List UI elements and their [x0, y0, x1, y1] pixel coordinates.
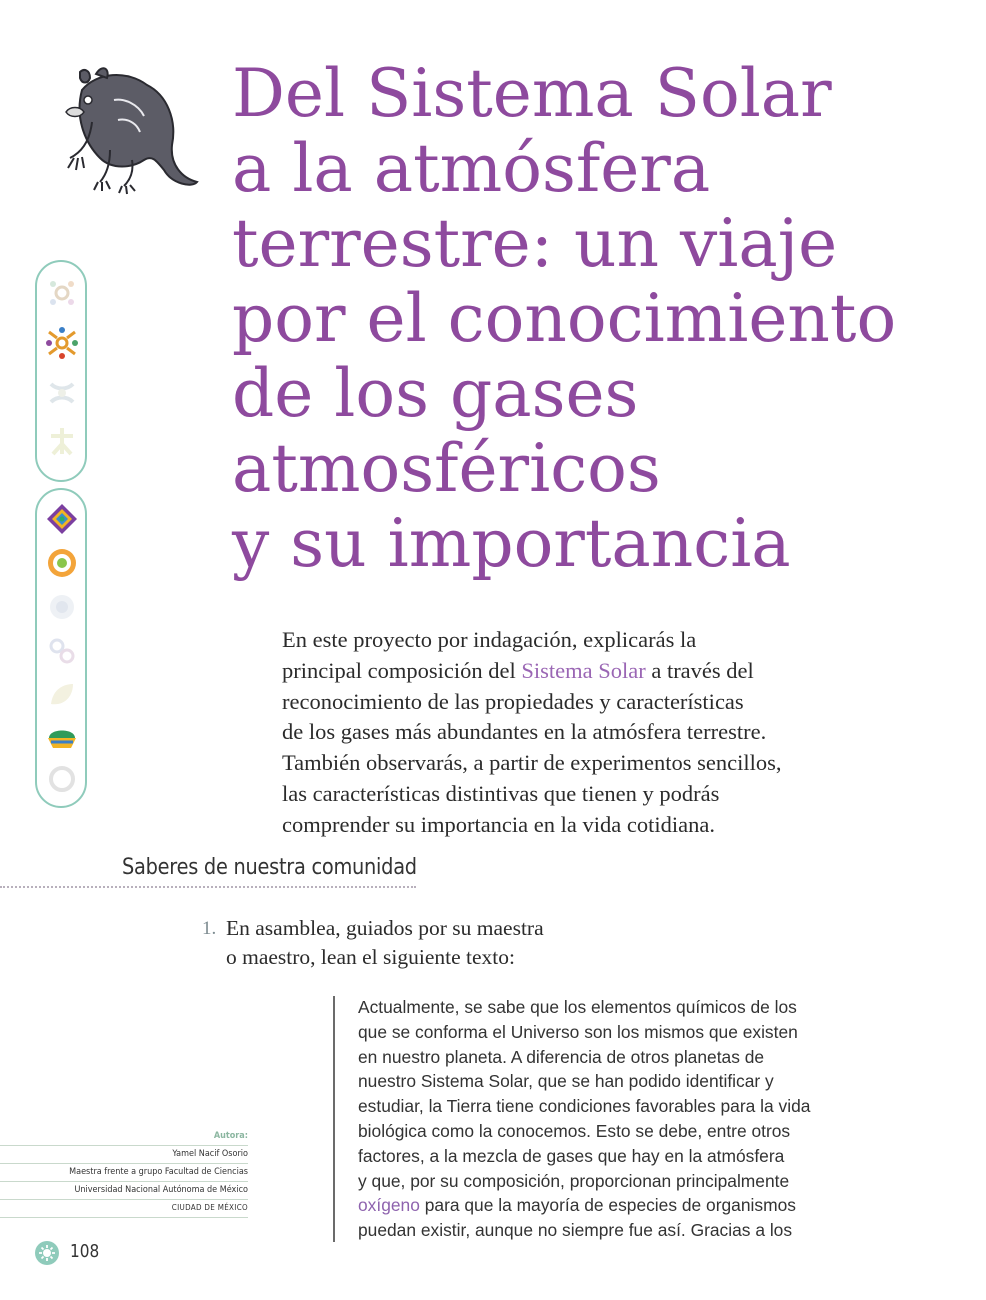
campos-formativos-sidebar — [35, 260, 87, 482]
faded-circle-icon — [45, 590, 79, 624]
faded-figure-icon — [45, 376, 79, 410]
reading-line: que se conforma el Universo son los mismos que existen — [358, 1021, 798, 1042]
intro-line: las características distintivas que tienen y podrás — [282, 780, 720, 806]
author-role: Maestra frente a grupo Facultad de Ciencias — [0, 1164, 248, 1182]
step-text — [226, 914, 626, 972]
title-line: de los gases — [232, 355, 639, 432]
reading-passage — [358, 995, 848, 1243]
step-number: 1. — [202, 918, 217, 939]
author-institution: Universidad Nacional Autónoma de México — [0, 1182, 248, 1200]
page-number: 108 — [70, 1241, 100, 1262]
step-line: En asamblea, guiados por su maestra — [226, 916, 544, 940]
faded-knot-icon — [45, 634, 79, 668]
reading-line: estudiar, la Tierra tiene condiciones favorables para la vida — [358, 1096, 811, 1117]
title-line: atmosféricos — [232, 430, 661, 507]
author-city: CIUDAD DE MÉXICO — [0, 1200, 248, 1218]
author-credits — [0, 1128, 248, 1218]
intro-line: reconocimiento de las propiedades y características — [282, 688, 744, 714]
section-title: Saberes de nuestra comunidad — [122, 855, 417, 880]
reading-line: Actualmente, se sabe que los elementos químicos de los — [358, 997, 797, 1017]
title-line: terrestre: un viaje — [232, 205, 838, 282]
reading-line: y que, por su composición, proporcionan principalmente — [358, 1170, 790, 1191]
diamond-emblem-icon — [45, 502, 79, 536]
intro-line: También observarás, a partir de experimentos sencillos, — [282, 750, 782, 776]
reading-quote-bar — [333, 996, 335, 1242]
reading-line: nuestro Sistema Solar, que se han podido identificar y — [358, 1071, 774, 1092]
intro-line — [282, 656, 842, 687]
bowl-emblem-icon — [45, 720, 79, 754]
page-title — [232, 56, 932, 581]
spiral-emblem-icon — [45, 546, 79, 580]
reading-line: en nuestro planeta. A diferencia de otros planetas de — [358, 1046, 765, 1067]
reading-line: factores, a la mezcla de gases que hay en la atmósfera — [358, 1145, 785, 1166]
ejes-articuladores-sidebar — [35, 488, 87, 808]
tlacuache-illustration-icon — [52, 60, 202, 195]
reading-line: biológica como la conocemos. Esto se debe, entre otros — [358, 1120, 791, 1141]
title-line: Del Sistema Solar — [232, 55, 832, 132]
faded-ring-icon — [45, 762, 79, 796]
intro-text: principal composición del — [282, 657, 522, 683]
intro-text: a través del — [645, 657, 754, 683]
step-line: o maestro, lean el siguiente texto: — [226, 945, 515, 969]
title-line: a la atmósfera — [232, 130, 711, 207]
reading-line — [358, 1193, 848, 1218]
title-line: por el conocimiento — [232, 280, 897, 357]
faded-emblem-icon — [45, 276, 79, 310]
author-label: Autora: — [0, 1128, 248, 1146]
faded-leaf-icon — [45, 678, 79, 712]
sun-emblem-icon — [34, 1240, 60, 1266]
title-line: y su importancia — [232, 505, 791, 582]
reading-line: puedan existir, aunque no siempre fue así. Gracias a los — [358, 1220, 793, 1241]
intro-line: de los gases más abundantes en la atmósfera terrestre. — [282, 719, 767, 745]
sistema-solar-term: Sistema Solar — [521, 657, 646, 683]
faded-figure-icon — [45, 424, 79, 458]
section-divider — [0, 886, 416, 888]
intro-line: En este proyecto por indagación, explicarás la — [282, 627, 697, 652]
intro-line: comprender su importancia en la vida cotidiana. — [282, 811, 715, 837]
author-name: Yamel Nacif Osorio — [0, 1146, 248, 1164]
colorful-emblem-icon — [45, 326, 79, 360]
reading-text: para que la mayoría de especies de organismos — [419, 1195, 796, 1216]
oxigeno-term: oxígeno — [358, 1195, 420, 1216]
intro-paragraph — [282, 625, 842, 841]
